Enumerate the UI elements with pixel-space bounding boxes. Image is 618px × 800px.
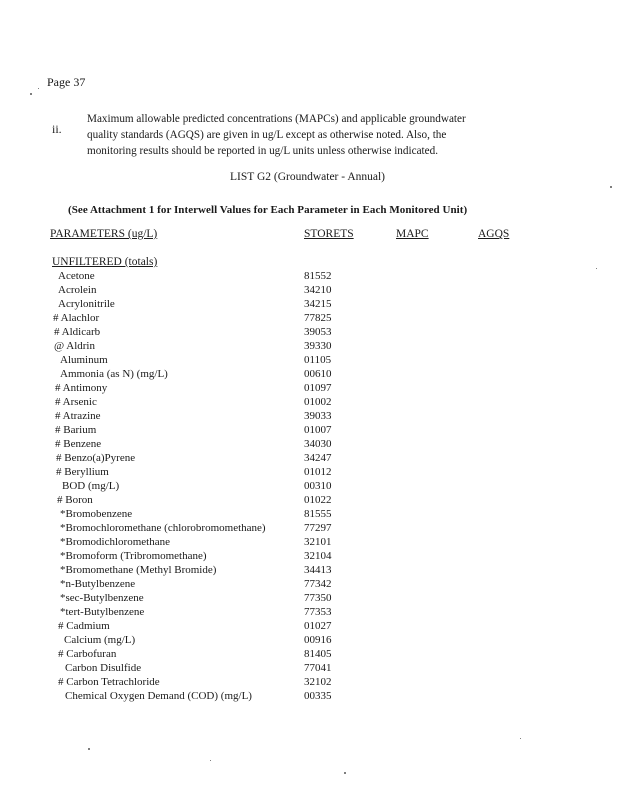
scan-speck xyxy=(38,88,39,89)
storet-code: 34215 xyxy=(304,298,332,310)
storet-code: 32102 xyxy=(304,676,332,688)
table-row xyxy=(0,648,618,662)
table-row xyxy=(0,606,618,620)
scan-speck xyxy=(596,268,597,269)
parameter-name: # Carbofuran xyxy=(58,648,117,660)
table-row xyxy=(0,452,618,466)
table-row xyxy=(0,494,618,508)
storet-code: 01105 xyxy=(304,354,332,366)
storet-code: 32101 xyxy=(304,536,332,548)
parameter-name: *n-Butylbenzene xyxy=(60,578,136,590)
column-header-storets: STORETS xyxy=(304,228,354,240)
storet-code: 32104 xyxy=(304,550,332,562)
parameter-name: # Boron xyxy=(57,494,93,506)
parameter-name: *Bromomethane (Methyl Bromide) xyxy=(60,564,217,576)
parameter-name: Aluminum xyxy=(60,354,108,366)
parameter-name: Chemical Oxygen Demand (COD) (mg/L) xyxy=(65,690,252,702)
attachment-note: (See Attachment 1 for Interwell Values for Each Parameter in Each Monitored Unit) xyxy=(68,204,468,216)
parameter-name: # Aldicarb xyxy=(54,326,101,338)
column-header-agqs: AGQS xyxy=(478,228,510,240)
table-row xyxy=(0,396,618,410)
scan-speck xyxy=(610,186,612,188)
table-row xyxy=(0,312,618,326)
table-row xyxy=(0,368,618,382)
item-number: ii. xyxy=(52,122,62,136)
storet-code: 34030 xyxy=(304,438,332,450)
table-row xyxy=(0,340,618,354)
parameter-name: Carbon Disulfide xyxy=(65,662,142,674)
storet-code: 01097 xyxy=(304,382,332,394)
table-row xyxy=(0,564,618,578)
storet-code: 34247 xyxy=(304,452,332,464)
parameter-name: Ammonia (as N) (mg/L) xyxy=(60,368,168,380)
table-row xyxy=(0,522,618,536)
table-row xyxy=(0,480,618,494)
parameter-name: Acetone xyxy=(58,270,95,282)
parameter-name: # Beryllium xyxy=(56,466,109,478)
storet-code: 81405 xyxy=(304,648,332,660)
storet-code: 39330 xyxy=(304,340,332,352)
parameter-name: Acrolein xyxy=(58,284,97,296)
table-row xyxy=(0,578,618,592)
storet-code: 77342 xyxy=(304,578,332,590)
table-row xyxy=(0,284,618,298)
scan-speck xyxy=(344,772,346,774)
scan-speck xyxy=(88,748,90,750)
column-header-mapc: MAPC xyxy=(396,228,429,240)
table-row xyxy=(0,466,618,480)
storet-code: 77350 xyxy=(304,592,332,604)
table-row xyxy=(0,354,618,368)
parameter-name: *sec-Butylbenzene xyxy=(60,592,144,604)
parameter-name: *Bromochloromethane (chlorobromomethane) xyxy=(60,522,266,534)
storet-code: 39033 xyxy=(304,410,332,422)
table-row xyxy=(0,620,618,634)
storet-code: 77825 xyxy=(304,312,332,324)
storet-code: 77041 xyxy=(304,662,332,674)
storet-code: 01012 xyxy=(304,466,332,478)
parameter-name: # Barium xyxy=(55,424,97,436)
storet-code: 77297 xyxy=(304,522,332,534)
storet-code: 00916 xyxy=(304,634,332,646)
parameter-name: Calcium (mg/L) xyxy=(64,634,136,646)
scan-speck xyxy=(210,760,211,761)
storet-code: 34210 xyxy=(304,284,332,296)
table-row xyxy=(0,634,618,648)
intro-line: Maximum allowable predicted concentrations (MAPCs) and applicable groundwater xyxy=(87,113,466,125)
storet-code: 77353 xyxy=(304,606,332,618)
table-row xyxy=(0,382,618,396)
storet-code: 01027 xyxy=(304,620,332,632)
parameter-name: *Bromoform (Tribromomethane) xyxy=(60,550,207,562)
parameter-name: # Atrazine xyxy=(55,410,101,422)
table-row xyxy=(0,424,618,438)
table-row xyxy=(0,298,618,312)
storet-code: 00610 xyxy=(304,368,332,380)
intro-line: quality standards (AGQS) are given in ug/L except as otherwise noted. Also, the xyxy=(87,129,447,141)
parameter-name: *Bromobenzene xyxy=(60,508,133,520)
table-row xyxy=(0,690,618,704)
table-row xyxy=(0,410,618,424)
storet-code: 01002 xyxy=(304,396,332,408)
table-row xyxy=(0,662,618,676)
section-label-unfiltered: UNFILTERED (totals) xyxy=(52,256,158,268)
storet-code: 00310 xyxy=(304,480,332,492)
intro-line: monitoring results should be reported in ug/L units unless otherwise indicated. xyxy=(87,145,439,157)
table-row xyxy=(0,270,618,284)
table-row xyxy=(0,326,618,340)
table-row xyxy=(0,676,618,690)
intro-paragraph xyxy=(87,111,507,159)
storet-code: 01007 xyxy=(304,424,332,436)
page-number: Page 37 xyxy=(47,75,86,89)
list-title: LIST G2 (Groundwater - Annual) xyxy=(230,171,386,183)
column-header-parameters: PARAMETERS (ug/L) xyxy=(50,228,158,240)
parameter-name: Acrylonitrile xyxy=(58,298,115,310)
parameter-name: *Bromodichloromethane xyxy=(60,536,170,548)
parameter-name: BOD (mg/L) xyxy=(62,480,120,492)
storet-code: 00335 xyxy=(304,690,332,702)
table-row xyxy=(0,592,618,606)
table-row xyxy=(0,438,618,452)
storet-code: 34413 xyxy=(304,564,332,576)
parameter-name: # Cadmium xyxy=(58,620,110,632)
storet-code: 81555 xyxy=(304,508,332,520)
scan-speck xyxy=(520,738,521,739)
storet-code: 39053 xyxy=(304,326,332,338)
scan-speck xyxy=(30,93,32,95)
parameter-name: # Benzo(a)Pyrene xyxy=(56,452,136,464)
parameter-name: *tert-Butylbenzene xyxy=(60,606,145,618)
storet-code: 81552 xyxy=(304,270,332,282)
table-row xyxy=(0,508,618,522)
parameter-name: # Arsenic xyxy=(55,396,97,408)
parameter-name: # Alachlor xyxy=(53,312,100,324)
table-row xyxy=(0,550,618,564)
parameter-name: @ Aldrin xyxy=(54,340,95,352)
storet-code: 01022 xyxy=(304,494,332,506)
parameter-name: # Carbon Tetrachloride xyxy=(58,676,160,688)
table-row xyxy=(0,536,618,550)
parameter-name: # Antimony xyxy=(55,382,108,394)
parameter-name: # Benzene xyxy=(55,438,102,450)
